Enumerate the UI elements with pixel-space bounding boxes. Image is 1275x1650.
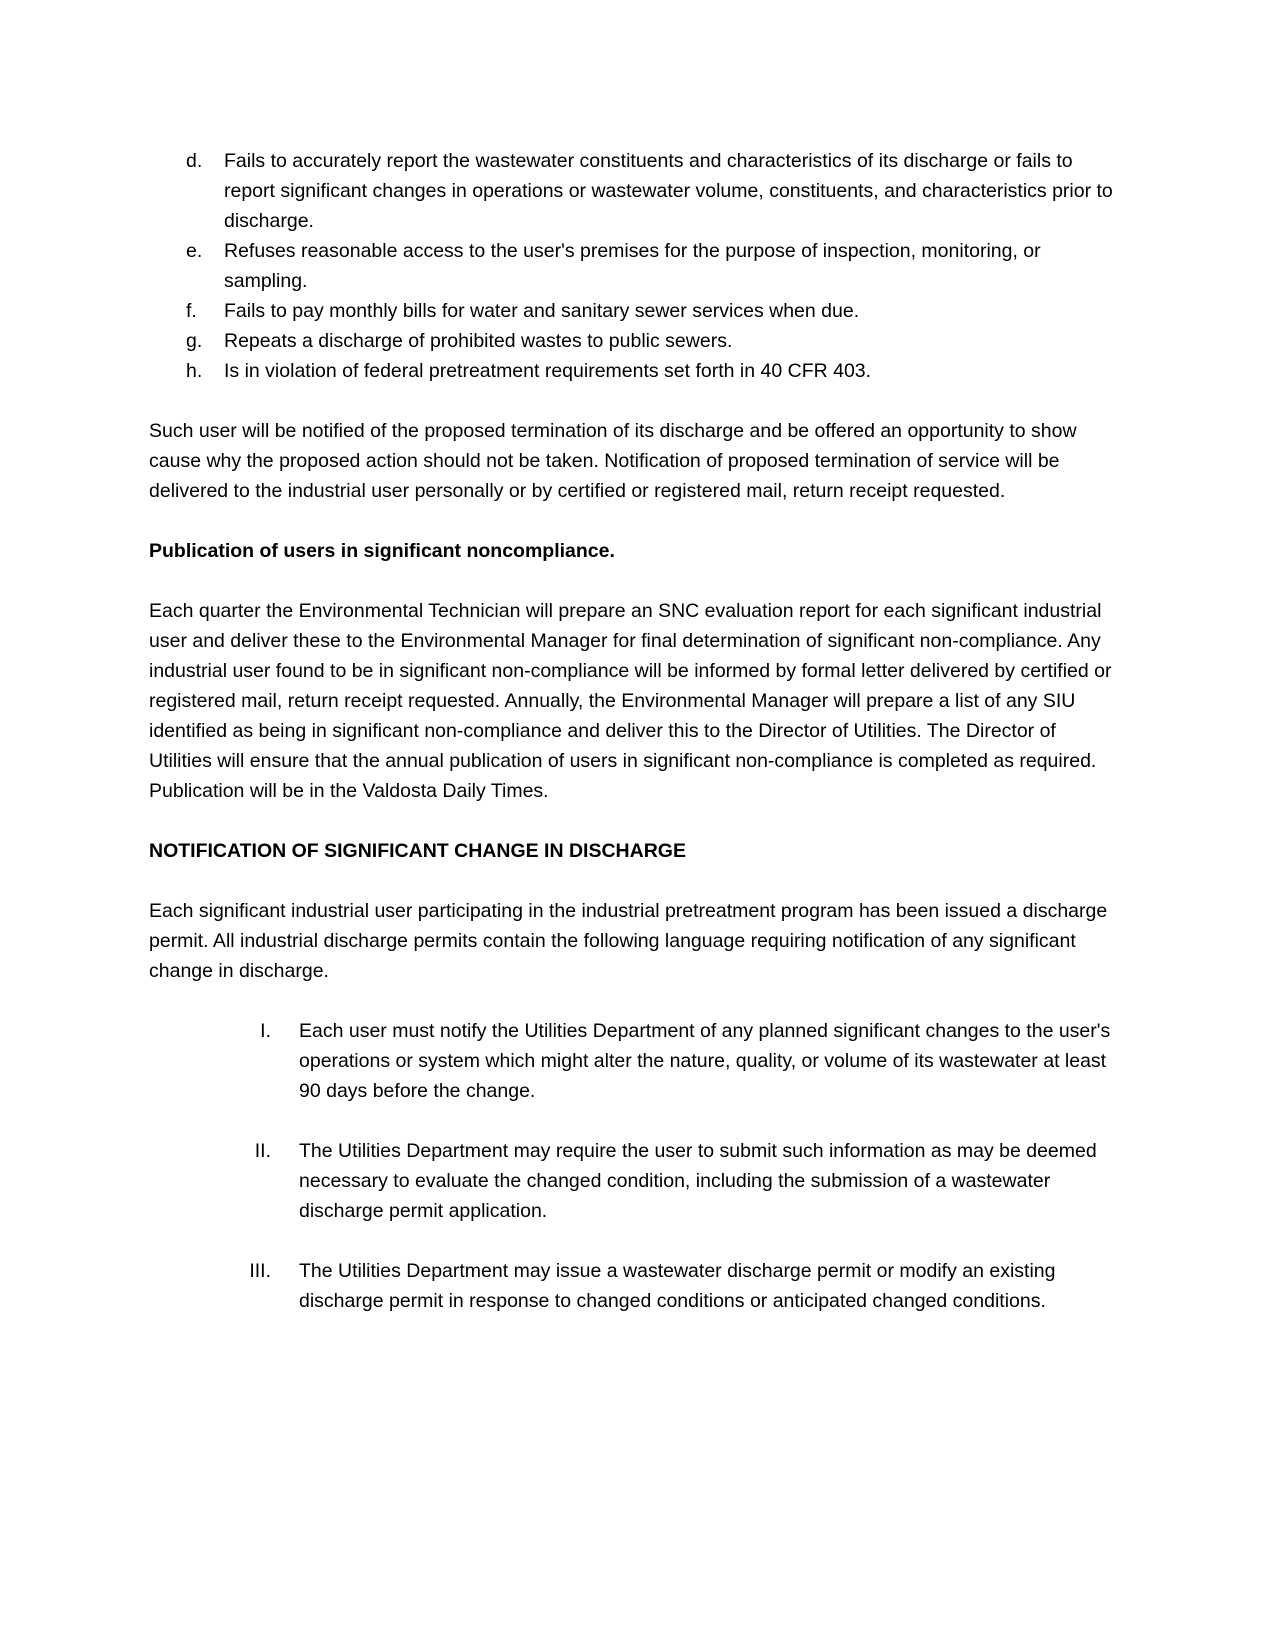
- permit-language-list: [149, 1016, 1121, 1316]
- list-marker: e.: [186, 240, 203, 262]
- list-marker: h.: [186, 360, 203, 382]
- list-marker: I.: [260, 1020, 271, 1042]
- document-body: [149, 146, 1121, 1346]
- notification-heading: NOTIFICATION OF SIGNIFICANT CHANGE IN DISCHARGE: [149, 840, 686, 862]
- list-item: [149, 326, 1121, 356]
- list-item: [149, 1016, 1121, 1106]
- list-item: [149, 146, 1121, 236]
- list-marker: d.: [186, 150, 203, 172]
- publication-paragraph: Each quarter the Environmental Technician will prepare an SNC evaluation report for each significant industrial user and deliver these to the Environmental Manager for final determination of significant non-compliance. Any industrial user found to be in significant non-compliance will be informed by formal letter delivered by certified or registered mail, return receipt requested. Annually, the Environmental Manager will prepare a list of any SIU identified as being in significant non-compliance and deliver this to the Director of Utilities. The Director of Utilities will ensure that the annual publication of users in significant non-compliance is completed as required. Publication will be in the Valdosta Daily Times.: [149, 600, 1112, 802]
- termination-conditions-list: [149, 146, 1121, 386]
- list-item-text: Refuses reasonable access to the user's premises for the purpose of inspection, monitoring, or sampling.: [224, 240, 1041, 292]
- list-marker: f.: [186, 300, 197, 322]
- list-item: [149, 356, 1121, 386]
- list-item-text: Fails to pay monthly bills for water and sanitary sewer services when due.: [224, 300, 860, 322]
- list-item: [149, 236, 1121, 296]
- list-item-text: Fails to accurately report the wastewater constituents and characteristics of its discharge or fails to report significant changes in operations or wastewater volume, constituents, and characteristics prior to discharge.: [224, 150, 1113, 232]
- list-marker: g.: [186, 330, 203, 352]
- list-item: [149, 1136, 1121, 1226]
- list-item: [149, 1256, 1121, 1316]
- list-item-text: Each user must notify the Utilities Department of any planned significant changes to the user's operations or system which might alter the nature, quality, or volume of its wastewater at least 90 days before the change.: [299, 1020, 1111, 1102]
- notification-paragraph: Each significant industrial user participating in the industrial pretreatment program has been issued a discharge permit. All industrial discharge permits contain the following language requiring notification of any significant change in discharge.: [149, 900, 1108, 982]
- list-item-text: Is in violation of federal pretreatment requirements set forth in 40 CFR 403.: [224, 360, 872, 382]
- list-marker: III.: [249, 1260, 271, 1282]
- list-item-text: The Utilities Department may require the user to submit such information as may be deemed necessary to evaluate the changed condition, including the submission of a wastewater discharge permit application.: [299, 1140, 1097, 1222]
- list-item: [149, 296, 1121, 326]
- list-item-text: Repeats a discharge of prohibited wastes to public sewers.: [224, 330, 733, 352]
- termination-paragraph: Such user will be notified of the proposed termination of its discharge and be offered an opportunity to show cause why the proposed action should not be taken. Notification of proposed termination of service will be delivered to the industrial user personally or by certified or registered mail, return receipt requested.: [149, 420, 1077, 502]
- list-marker: II.: [254, 1140, 271, 1162]
- publication-heading: Publication of users in significant noncompliance.: [149, 540, 615, 562]
- list-item-text: The Utilities Department may issue a wastewater discharge permit or modify an existing discharge permit in response to changed conditions or anticipated changed conditions.: [299, 1260, 1056, 1312]
